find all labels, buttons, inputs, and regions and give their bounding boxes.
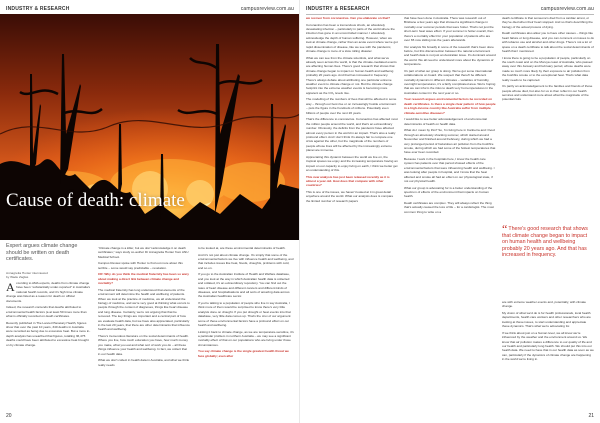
right-page (300, 0, 600, 423)
paragraph: My vision of what we'd do is for health professionals, local health departments, health care workers and other researchers who are looking at these issues, to start understanding and appreciate these dynamics. That's what we're advocating for. (502, 311, 591, 329)
paragraph: death certificate is that someone's died from a cardiac arrest, or they've died when their heart stopped. And so that's describing the biology of the actual process of dying. (502, 16, 593, 29)
interview-question: This new analysis has just been released recently as it is almost a year old. How does that compare with other countries? (306, 174, 390, 188)
site-url: campusreview.com.au (540, 5, 594, 12)
paragraph-text: ccording to AMA experts, deaths from climate change have been “substantially under-reported” in Australia's national health records, and it's high time climate change was listed as a reason for death on official documents. (6, 281, 91, 303)
interview-question: CR: Why do you think the medical fraternity has been so wary about making a direct link between climate change and mortality? (98, 272, 189, 286)
paragraph: Because I work in the hospitals here, I know the health care system has patients over that period showed effects of the environmental factors that were influencing health and wellbeing. I was looking after people in hospital, and I know that the heat affected and smoke all had an effect on our physiological state, if not our physical health. (404, 156, 495, 183)
interview-question: Your research argues environmental factors be recorded on death certificates. Is there a single clear pattern of how people in a high-income country like Australia suffer from multiple climate-sensitive diseases? (404, 97, 496, 115)
paragraph: Campus Review spoke with Hunter to find out more about this terrible – some would say predictable – revelation. (98, 261, 183, 270)
paragraph: I know there is going to be a population of people, particularly on the south coast and on the Moruya coast of Australia, who passed away over this January and February period, whose deaths were made so much more likely by their exposure to air pollution from the bushfire smoke or to the exceptional heat. That's what data really needs to be captured. (502, 55, 593, 82)
paragraph: If we think about just on a human level, we all know we're influenced by the weather and the environment around us. We know that air pollution makes a difference to our quality of life and our health and particularly lung health. We should put this into our health data. We need to have that in our health data as soon as we can, particularly if the dynamics of climate change are happening in the world we're living in. (502, 330, 594, 362)
paragraph (6, 281, 91, 303)
right-column-1 (306, 16, 398, 205)
paragraph: There's tremendous literature on the social determinants of health. Where you live, how much education you have, how much money you make, what you eat and what sort of work you do – all these things influence your health and wellbeing. In fact, we collect that in our health data. (98, 334, 189, 356)
paragraph: Our analysis fits broadly in some of the research that's been done before, but this disconnection between the natural environment and health data is not just an Australian issue. It's dominant around the world. We all need to understand more about the dynamics of temperature. (404, 44, 496, 67)
quote-mark-icon: “ (502, 222, 508, 236)
paragraph: Appreciating this dynamic between the world we live on, the tropical spaces we enjoy and the increasing temperature having an impact on our capacity to enjoy living on earth, I think we better get an understanding of this. (306, 154, 398, 172)
article-title: Cause of death: climate (6, 190, 185, 211)
paragraph: If you go to the Australian Institute of Health and Welfare database, and you look at the way in which Australian health data is collected and collated, it's an extraordinary repository. You can find out the rates of heart disease and different cancers and different kinds of diseases, and hospitalisations and all sorts of amazing data across the Australian healthcare sector. (198, 272, 290, 299)
paragraph: Death certificates also allow you to have other causes – things like heart failure or lung disease, and you can comment on issues to do with tobacco use and alcohol and other drugs. There's not a lot of space on a death certificate to talk about the social determinants of health that I mentioned. (502, 31, 595, 54)
interview-question: we recover from coronavirus. Can you elaborate on that? (306, 16, 391, 20)
interview-question: You say climate change is the single greatest health threat we face globally; even after (198, 349, 289, 358)
drop-cap: A (6, 279, 15, 294)
paragraph: This is one of the issues, we haven't looked at it in great detail anywhere around the world. What our analysis does is compare the limited number of research papers (306, 189, 394, 203)
paragraph: are with extreme weather events and, potentially, with climate change. (502, 300, 587, 309)
section-label: INDUSTRY & RESEARCH (306, 5, 370, 12)
paragraph: What our group is advocating for is a better understanding of the spectrum of effects of the environment that impacts on human health. (404, 185, 493, 199)
paragraph: that have been done in Australia. There was research out of Brisbane a few years ago that showed a significant change in mortality over summer periods that were hotter. That's not just the short-term heat wave effect. If your summer is hotter overall, then there's a mortality effect for your population of patients who are over 65 now sliding into the years afterwards. (404, 16, 494, 43)
pull-quote (502, 222, 594, 259)
right-column-3 (502, 16, 594, 104)
paragraph: The modelling of the numbers of lives that will be affected in some way – through our best rise or on increasingly hostile environment – puts the figure in the hundreds of millions. Potentially even billions of people over the next 20 years. (306, 97, 397, 115)
byline (6, 271, 88, 279)
paragraph: “Climate change is a killer, but we don't acknowledge it on death certificates,” says study co-author Dr Annagretta Hunter from ANU Medical School. (98, 246, 189, 259)
paragraph: It's partly an acknowledgement to the families and friends of those people whose died, but also for us to then reflect in our health services and understand more about what the magnitude of the potential risks (502, 84, 593, 102)
byline-by: by Wade Zaglas (6, 275, 29, 280)
right-page-header (306, 4, 594, 15)
section-label: INDUSTRY & RESEARCH (6, 5, 70, 12)
site-url: campusreview.com.au (240, 5, 294, 12)
paragraph: What we don't collect in health data in Australia, and what we think really needs (98, 358, 190, 367)
pull-quote-text: There's good research that shows that climate change began to impact on human health and wellbeing probably 20 years ago. And that has increased in frequency. (502, 226, 588, 258)
paragraph: And it's not just about climate change. It's simply that some of the environmental factors we live with influence health and wellbeing, and that includes issues like heat, floods, droughts, problems with cold, and so on. (198, 252, 294, 270)
paragraph: The medical fraternity has long understood that elements of the environment will determine the health and wellbeing of patients. When we look at the practice of medicine, we all understand the biology of medicine, and we're very good at thinking what occurs to people through the context of diagnoses, things like heart disease and lung disease. Certainly, we're not arguing that that be removed. The key things are important and a central part of how we evaluate health data, but we have also appreciated, particularly in the last 20 years, that there are other determinants that influence health and wellbeing. (98, 287, 191, 332)
page-number: 20 (6, 413, 12, 419)
left-column-2 (98, 246, 190, 369)
paragraph: Recently published in The Lancet Planetary Health, figures show that over the past 10 years, 340 deaths in Australia were recorded as being due to excessive heat. But a more in-depth analysis has unearthed that figures, totalling 36,475 deaths could have been attributed to excessive heat brought on by climate change. (6, 320, 91, 347)
page-number: 21 (588, 413, 594, 419)
byline-name: Annagretta Hunter interviewed (6, 271, 48, 275)
paragraph: Death certificates are complex. They will always reflect the thing that's actually caused the loss of life – for a cardiologist. The most common thing to write on a (404, 200, 494, 214)
right-column-3-continued (502, 300, 594, 364)
paragraph: What we can see from the climate scientists, and what we've already seen across the world, is that the climate-mediated events are affecting human lives. There's good research that shows that climate change began to impact on human health and wellbeing probably 20 years ago. And that has increased in frequency. There's always debate about attributing one particular extreme weather event to climate change or not. But the climate change footprint into the extreme weather events is becoming more apparent as the CO₂ levels rise. (306, 55, 397, 95)
right-column-2 (404, 16, 496, 216)
paragraph: I would like to see better acknowledgement of environmental determinants of health on health data. (404, 117, 487, 126)
paragraph: Indeed, the research contends that deaths attributed to environmental health factors (a at least 50 times more than what is officially recorded on death certificates. (6, 305, 87, 319)
paragraph: Coronavirus has been a tremendous shock, an absolutely devastating infection – particularly in parts of the world where the infection has gone in an uncontrolled manner. I absolutely acknowledge the depth of human suffering. However, when we look at climate change, rather than an acute event where we've got rapid dissemination of disease, like we see with the pandemic, climate change is more of a slow rolling disaster. (306, 22, 398, 54)
left-column-1 (6, 281, 91, 349)
paragraph: That's the difference to coronavirus. Coronavirus has affected most the million people around the world, and that's an extraordinary number. Obviously, the deficits from the pandemic have affected almost every person in the world in an impact. That's also a really profound effect. And I don't think it's always fair to compare one crisis against the other, but the magnitude of the numbers of people whose lives will be affected by the increasingly extreme planet are immense. (306, 117, 398, 153)
left-column-3 (198, 246, 294, 360)
paragraph: Linking it back to climate change, as we are temperature-sensitive, it's a particular problem in northern Australia – we may see a significant mortality effect of that on our populations who are living under those circumstances. (198, 329, 294, 347)
paragraph: If you're talking to a population of people who live in say Australia, I think more of them would be surprised to know there's very little analysis done on drought. If you put drought or heat events into that database, very little data comes up. That's the crux of our argument: some of these environmental factors have a profound effect on our health and wellbeing. (198, 301, 292, 328)
standfirst: Expert argues climate change should be written on death certificates. (6, 243, 78, 263)
paragraph: to be looked at, are these environmental determinants of health. (198, 246, 286, 250)
paragraph: What do I mean by this? So, I'm living here in Canberra and I lived through an absolutely shocking summer, which started around November and finished around February, during which we had a very prolonged period of hazardous air pollution from the bushfire smoke, during which we had some of the hottest temperatures that have ever been recorded. (404, 128, 496, 155)
paragraph: It's part of what our group is doing. We've got some international collaborations on board. We suspect that there'll be different mortality dynamics in different climates – variables of humidity, overnight temperatures, it's a fairly complicated area. We're hoping that we can inform the risks to death very hot temperatures in the Australian context in the next year or so. (404, 68, 496, 95)
